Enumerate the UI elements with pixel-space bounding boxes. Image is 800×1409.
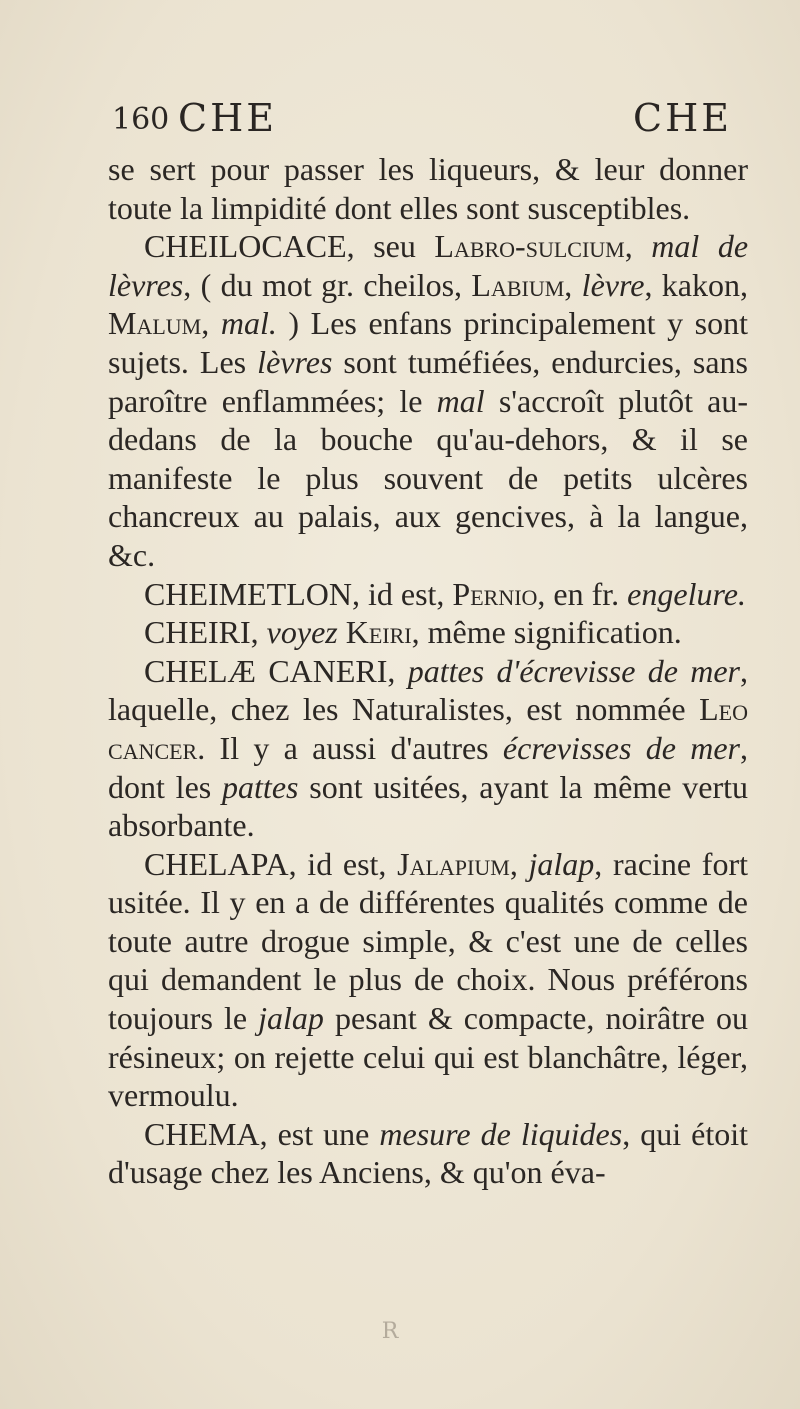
text-segment: CHEIMETLON, id est,	[144, 575, 453, 612]
text-segment: ,	[509, 845, 529, 882]
text-segment: jalap	[528, 845, 595, 882]
text-segment: engelure.	[627, 575, 746, 612]
text-segment: Keiri	[345, 614, 412, 651]
text-segment: mesure de liquides	[379, 1115, 623, 1152]
text-segment: Labro-sulcium	[434, 228, 625, 265]
text-segment: voyez	[266, 614, 338, 651]
paragraph	[108, 150, 748, 227]
text-segment: Jalapium	[397, 845, 510, 882]
text-segment: ) Les enfans principalement y sont sujets. Les	[108, 305, 749, 380]
paragraph	[108, 227, 748, 574]
text-segment	[338, 614, 346, 650]
text-segment: lèvres	[257, 343, 333, 380]
text-segment: Leo cancer	[108, 691, 748, 766]
paragraph	[108, 845, 748, 1115]
text-segment: , même signification.	[411, 614, 682, 651]
text-segment: pattes	[222, 768, 299, 805]
text-segment: Pernio	[452, 575, 538, 612]
page-number: 160	[112, 102, 170, 137]
text-segment: CHEMA, est une	[144, 1115, 380, 1152]
signature-mark: R	[381, 1319, 399, 1344]
body-text	[108, 150, 748, 1192]
text-segment: CHELAPA, id est,	[144, 845, 398, 882]
text-segment: , dont les	[108, 729, 749, 805]
text-segment: sont usitées, ayant la même vertu absorbante.	[108, 768, 749, 844]
text-segment: jalap	[258, 1000, 324, 1037]
paragraph	[108, 575, 748, 614]
text-segment: ,	[564, 266, 582, 303]
running-head-right: CHE	[633, 96, 732, 140]
text-segment: , racine fort usitée. Il y en a de différentes qualités comme de toute autre drogue simple, & c'est une de celles qui demandent le plus de choix. Nous préférons toujours le	[108, 845, 749, 1037]
running-head-left: CHE	[178, 96, 277, 140]
text-segment: , en fr.	[537, 575, 628, 612]
text-segment: CHEILOCACE, seu	[144, 228, 435, 265]
text-segment: mal.	[220, 305, 277, 342]
text-segment: , qui étoit d'usage chez les Anciens, & qu'on éva-	[108, 1115, 749, 1191]
text-segment: CHEIRI,	[144, 614, 267, 651]
text-segment: mal	[436, 382, 485, 419]
text-segment: lèvre	[581, 266, 645, 303]
text-segment: , laquelle, chez les Naturalistes, est nommée	[108, 652, 748, 728]
text-segment: mal de lèvres	[108, 228, 749, 303]
text-segment: CHELÆ CANERI,	[144, 652, 408, 689]
text-segment: écrevisses de mer	[502, 729, 741, 766]
text-segment: Labium	[471, 266, 565, 303]
page-header	[112, 96, 732, 146]
text-segment: sont tuméfiées, endurcies, sans paroître enflammées; le	[108, 343, 748, 419]
text-segment: ,	[201, 305, 221, 342]
text-segment: s'accroît plutôt au-dedans de la bouche qu'au-dehors, & il se manifeste le plus souvent de petits ulcères chancreux au palais, aux gencives, à la langue, &c.	[108, 382, 748, 573]
text-segment: , ( du mot gr. cheilos,	[183, 266, 472, 303]
paragraph	[108, 652, 748, 845]
text-segment: , kakon,	[644, 266, 749, 303]
text-segment: . Il y a aussi d'autres	[197, 729, 503, 766]
paragraph	[108, 1115, 748, 1192]
text-segment: pattes d'écrevisse de mer	[407, 652, 740, 689]
text-segment: pesant & compacte, noirâtre ou résineux; on rejette celui qui est blanchâtre, léger, vermoulu.	[108, 1000, 749, 1114]
paragraph	[108, 613, 748, 652]
text-segment: ,	[624, 228, 652, 265]
text-segment: se sert pour passer les liqueurs, & leur donner toute la limpidité dont elles sont susceptibles.	[108, 151, 748, 226]
text-segment: Malum	[108, 305, 202, 342]
